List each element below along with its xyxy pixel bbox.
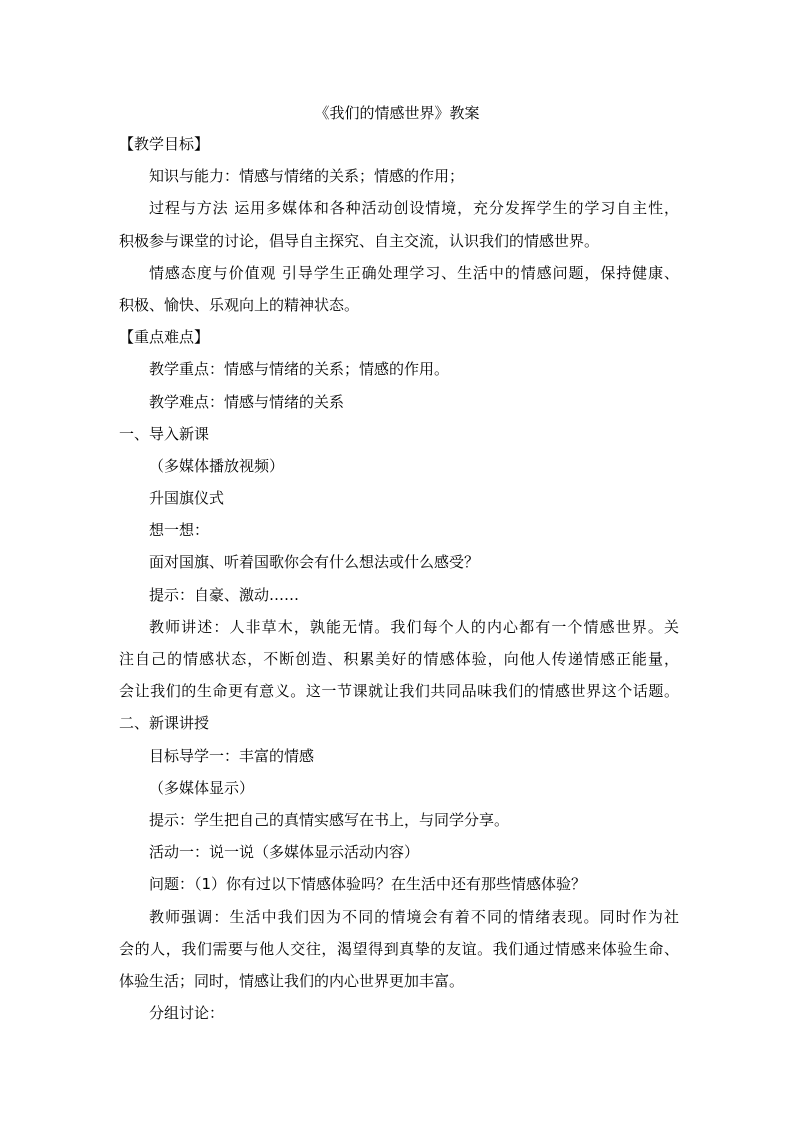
text-line: 提示：学生把自己的真情实感写在书上，与同学分享。: [149, 810, 510, 829]
text-line: 活动一：说一说（多媒体显示活动内容）: [149, 843, 420, 862]
document-body: [119, 128, 679, 1029]
text-line: 分组讨论：: [149, 1004, 225, 1023]
text-line: 过程与方法 运用多媒体和各种活动创设情境，充分发挥学生的学习自主性，: [149, 199, 679, 218]
text-line: 注自己的情感状态，不断创造、积累美好的情感体验，向他人传递情感正能量，: [119, 650, 679, 668]
text-line: 教师讲述：人非草木，孰能无情。我们每个人的内心都有一个情感世界。关: [149, 617, 679, 636]
text-line: 教师强调：生活中我们因为不同的情境会有着不同的情绪表现。同时作为社: [149, 907, 679, 926]
text-line: 一、导入新课: [119, 424, 210, 443]
text-line: 积极参与课堂的讨论，倡导自主探究、自主交流，认识我们的情感世界。: [119, 231, 600, 250]
text-line: 教学难点：情感与情绪的关系: [149, 392, 345, 411]
text-line: 会的人，我们需要与他人交往，渴望得到真挚的友谊。我们通过情感来体验生命、: [119, 939, 679, 958]
text-line: 知识与能力：情感与情绪的关系；情感的作用；: [149, 167, 465, 186]
text-line: 情感态度与价值观 引导学生正确处理学习、生活中的情感问题，保持健康、: [149, 263, 679, 282]
text-line: 升国旗仪式: [149, 489, 225, 508]
text-line: 面对国旗、听着国歌你会有什么想法或什么感受？: [149, 553, 480, 572]
text-line: 二、新课讲授: [119, 714, 210, 733]
text-line: 提示：自豪、激动……: [149, 585, 300, 604]
text-line: 想一想：: [149, 521, 210, 540]
text-line: 积极、愉快、乐观向上的精神状态。: [119, 295, 360, 314]
text-line: 体验生活；同时，情感让我们的内心世界更加丰富。: [119, 971, 465, 990]
text-line: 【教学目标】: [119, 135, 210, 153]
document-page: [119, 98, 679, 1029]
text-line: （多媒体显示）: [149, 778, 255, 797]
text-line: 教学重点：情感与情绪的关系；情感的作用。: [149, 360, 450, 379]
text-line: 问题：（1）你有过以下情感体验吗？在生活中还有那些情感体验？: [149, 875, 587, 894]
text-line: 会让我们的生命更有意义。这一节课就让我们共同品味我们的情感世界这个话题。: [119, 682, 679, 701]
document-title: 《我们的情感世界》教案: [314, 104, 480, 122]
text-line: 目标导学一：丰富的情感: [149, 746, 315, 765]
text-line: （多媒体播放视频）: [149, 456, 285, 475]
text-line: 【重点难点】: [119, 328, 210, 347]
